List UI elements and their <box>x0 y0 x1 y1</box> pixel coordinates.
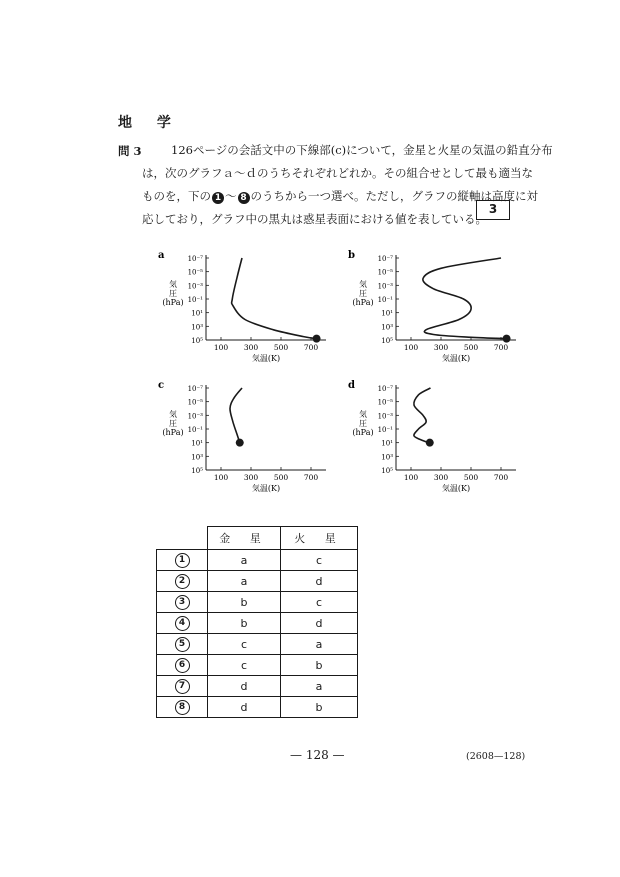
panel-label: b <box>348 250 355 261</box>
mars-cell: c <box>281 592 358 613</box>
mars-cell: b <box>281 655 358 676</box>
y-tick-label: 10⁻³ <box>187 282 203 291</box>
choice-number-icon: 1 <box>175 553 190 568</box>
y-axis-label: 気 <box>169 410 177 419</box>
temperature-profile-line <box>230 388 242 443</box>
graph-svg-a <box>155 248 335 373</box>
y-tick-label: 10⁻¹ <box>187 426 203 434</box>
choice-number-icon: 4 <box>175 616 190 631</box>
x-axis-label: 気温(K) <box>441 484 471 493</box>
graph-svg-b <box>345 248 525 373</box>
x-tick-label: 300 <box>243 343 259 352</box>
y-tick-label: 10¹ <box>381 309 393 318</box>
choice-number-cell <box>157 550 208 571</box>
table-row[interactable] <box>157 655 358 676</box>
surface-point <box>313 335 321 343</box>
choice-number-cell <box>157 634 208 655</box>
choice-number-icon: 8 <box>238 192 250 204</box>
choice-number-icon: 8 <box>175 700 190 715</box>
question-line-3c: のうちから一つ選べ。ただし，グラフの縦軸は高度に対 <box>250 189 538 203</box>
y-tick-label: 10⁻⁵ <box>377 398 393 407</box>
mars-cell: d <box>281 613 358 634</box>
choice-number-icon: 6 <box>175 658 190 673</box>
y-axis-label: (hPa) <box>352 428 374 437</box>
panel-label: c <box>158 380 165 391</box>
choice-number-icon: 3 <box>175 595 190 610</box>
y-tick-label: 10⁻⁵ <box>377 268 393 277</box>
y-tick-label: 10¹ <box>191 309 203 318</box>
y-axis-label: 圧 <box>359 289 367 298</box>
y-axis-label: 気 <box>169 280 177 289</box>
page-number: — 128 — <box>290 748 345 762</box>
venus-cell: c <box>208 655 281 676</box>
y-tick-label: 10⁻⁷ <box>377 255 393 263</box>
y-tick-label: 10³ <box>381 323 393 332</box>
x-tick-label: 500 <box>463 343 479 352</box>
y-tick-label: 10⁻¹ <box>187 296 203 304</box>
x-tick-label: 300 <box>433 343 449 352</box>
venus-cell: a <box>208 550 281 571</box>
choice-number-icon: 1 <box>212 192 224 204</box>
temperature-profile-line <box>414 388 431 443</box>
choice-number-icon: 7 <box>175 679 190 694</box>
x-tick-label: 300 <box>243 473 259 482</box>
question-line-4: 応しており，グラフ中の黒丸は惑星表面における値を表している。 <box>142 212 487 226</box>
y-tick-label: 10⁵ <box>381 467 393 475</box>
y-axis-label: (hPa) <box>352 298 374 307</box>
choice-number-cell <box>157 697 208 718</box>
y-tick-label: 10⁻⁷ <box>377 385 393 393</box>
panel-label: d <box>348 380 355 391</box>
y-tick-label: 10⁻³ <box>187 412 203 421</box>
question-line-2: は，次のグラフａ～ｄのうちそれぞれどれか。その組合せとして最も適当な <box>142 166 533 180</box>
graph-svg-c <box>155 378 335 503</box>
graph-svg-d <box>345 378 525 503</box>
subject-heading: 地 学 <box>118 115 181 131</box>
x-tick-label: 500 <box>273 343 289 352</box>
surface-point <box>236 439 244 447</box>
temperature-profile-line <box>232 258 317 339</box>
surface-point <box>503 335 511 343</box>
x-tick-label: 700 <box>303 343 319 352</box>
graph-panel-c <box>155 378 335 503</box>
y-axis-label: 圧 <box>359 419 367 428</box>
table-row[interactable] <box>157 676 358 697</box>
x-axis-label: 気温(K) <box>251 484 281 493</box>
x-tick-label: 100 <box>403 473 419 482</box>
y-tick-label: 10⁻³ <box>377 282 393 291</box>
venus-cell: d <box>208 697 281 718</box>
answer-table <box>156 526 358 718</box>
y-axis-label: 気 <box>359 280 367 289</box>
mars-cell: d <box>281 571 358 592</box>
table-row[interactable] <box>157 613 358 634</box>
graph-panel-d <box>345 378 525 503</box>
y-axis-label: 圧 <box>169 419 177 428</box>
y-axis-label: 気 <box>359 410 367 419</box>
y-tick-label: 10⁵ <box>191 467 203 475</box>
temperature-profile-line <box>423 258 507 339</box>
panel-label: a <box>158 250 165 261</box>
y-tick-label: 10⁵ <box>191 337 203 345</box>
table-header-row <box>157 527 358 550</box>
question-line-3a: ものを，下の <box>142 189 211 203</box>
x-tick-label: 500 <box>273 473 289 482</box>
choice-number-cell <box>157 613 208 634</box>
x-tick-label: 100 <box>213 343 229 352</box>
y-tick-label: 10³ <box>191 453 203 462</box>
question-number: 問 3 <box>118 144 142 158</box>
choice-number-cell <box>157 592 208 613</box>
y-tick-label: 10³ <box>191 323 203 332</box>
page-code: (2608—128) <box>466 751 526 762</box>
x-axis-label: 気温(K) <box>251 354 281 363</box>
y-tick-label: 10¹ <box>381 439 393 448</box>
y-tick-label: 10⁻¹ <box>377 296 393 304</box>
table-row[interactable] <box>157 592 358 613</box>
venus-cell: d <box>208 676 281 697</box>
venus-cell: b <box>208 592 281 613</box>
y-tick-label: 10⁵ <box>381 337 393 345</box>
table-corner <box>157 527 208 550</box>
mars-cell: b <box>281 697 358 718</box>
table-row[interactable] <box>157 634 358 655</box>
venus-cell: c <box>208 634 281 655</box>
table-row[interactable] <box>157 697 358 718</box>
y-axis-label: (hPa) <box>162 298 184 307</box>
question-line-3b: ～ <box>225 189 237 203</box>
x-tick-label: 100 <box>403 343 419 352</box>
table-row[interactable] <box>157 550 358 571</box>
y-tick-label: 10⁻⁷ <box>187 255 203 263</box>
y-tick-label: 10⁻⁵ <box>187 268 203 277</box>
surface-point <box>426 439 434 447</box>
header-mars: 火 星 <box>281 527 358 550</box>
y-tick-label: 10⁻³ <box>377 412 393 421</box>
choice-number-cell <box>157 676 208 697</box>
venus-cell: b <box>208 613 281 634</box>
venus-cell: a <box>208 571 281 592</box>
header-venus: 金 星 <box>208 527 281 550</box>
choice-number-cell <box>157 655 208 676</box>
mars-cell: a <box>281 634 358 655</box>
x-tick-label: 300 <box>433 473 449 482</box>
choice-number-icon: 5 <box>175 637 190 652</box>
answer-box[interactable]: 3 <box>476 200 510 220</box>
y-tick-label: 10³ <box>381 453 393 462</box>
x-tick-label: 700 <box>303 473 319 482</box>
y-axis-label: (hPa) <box>162 428 184 437</box>
y-axis-label: 圧 <box>169 289 177 298</box>
y-tick-label: 10⁻⁷ <box>187 385 203 393</box>
x-tick-label: 700 <box>493 473 509 482</box>
y-tick-label: 10¹ <box>191 439 203 448</box>
mars-cell: c <box>281 550 358 571</box>
x-axis-label: 気温(K) <box>441 354 471 363</box>
graph-panel-a <box>155 248 335 373</box>
x-tick-label: 100 <box>213 473 229 482</box>
choice-number-icon: 2 <box>175 574 190 589</box>
x-tick-label: 700 <box>493 343 509 352</box>
table-row[interactable] <box>157 571 358 592</box>
question-line-1: 126ページの会話文中の下線部(c)について，金星と火星の気温の鉛直分布 <box>171 143 553 157</box>
y-tick-label: 10⁻⁵ <box>187 398 203 407</box>
y-tick-label: 10⁻¹ <box>377 426 393 434</box>
mars-cell: a <box>281 676 358 697</box>
x-tick-label: 500 <box>463 473 479 482</box>
choice-number-cell <box>157 571 208 592</box>
graph-panel-b <box>345 248 525 373</box>
